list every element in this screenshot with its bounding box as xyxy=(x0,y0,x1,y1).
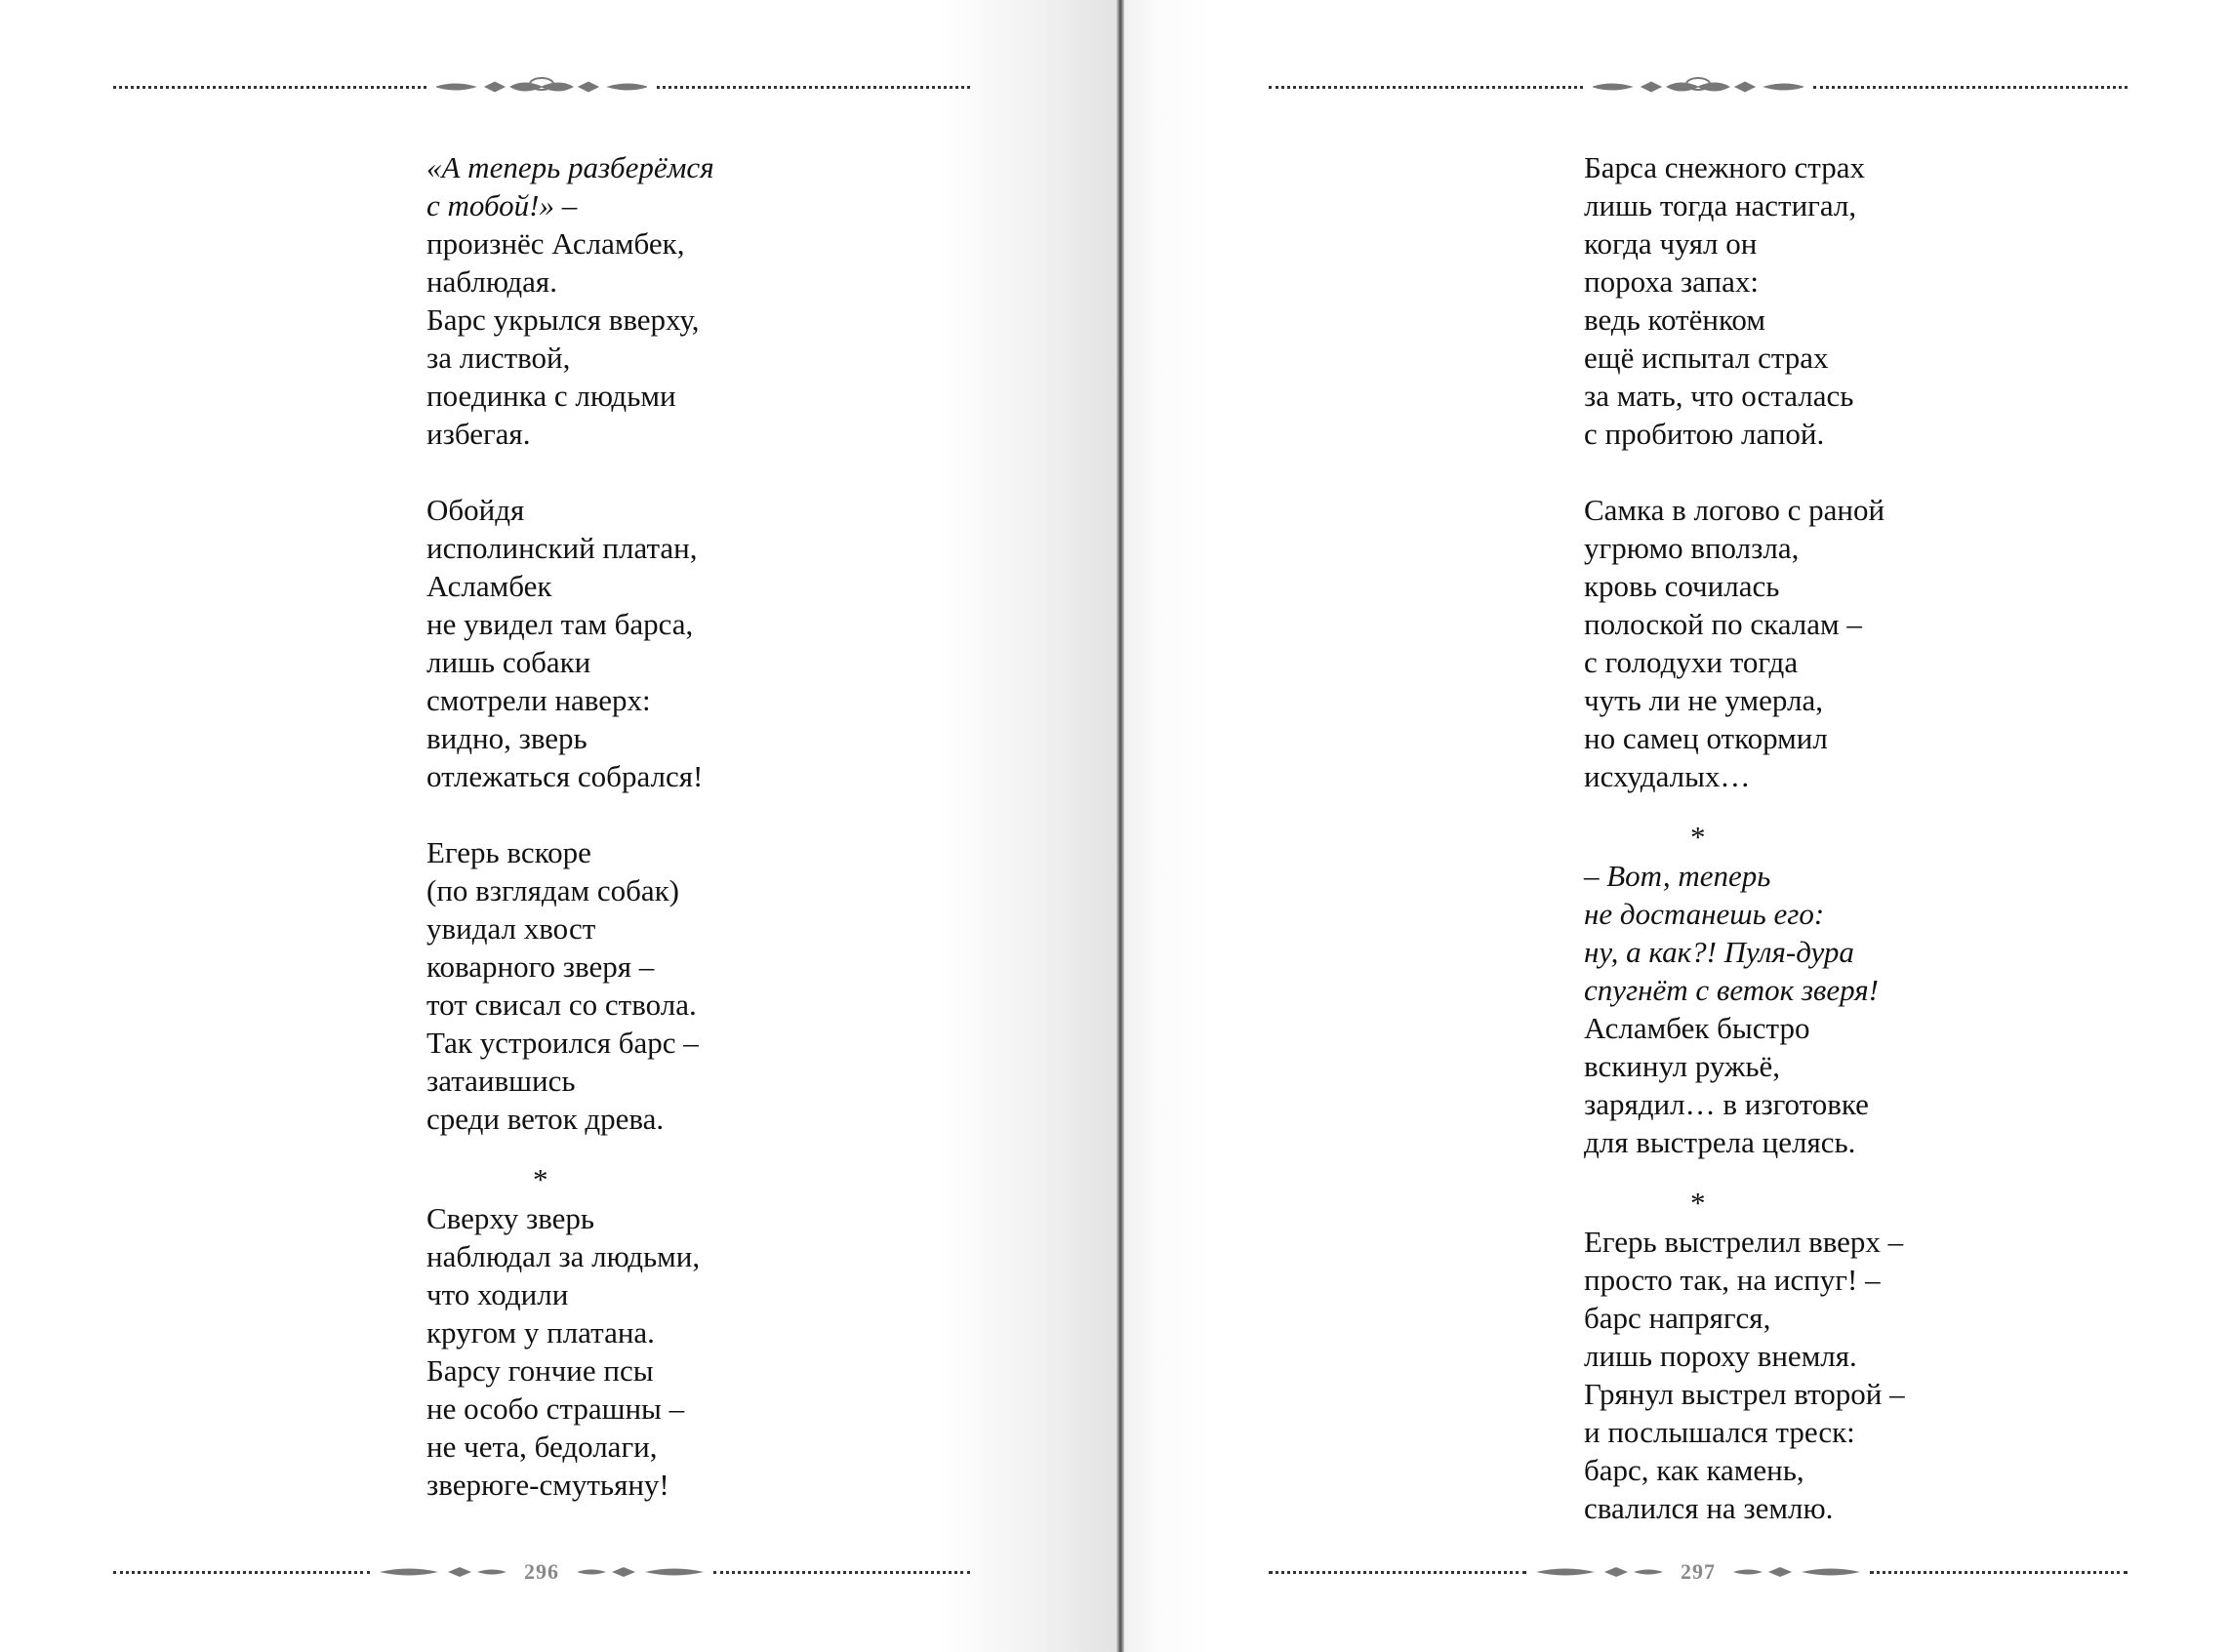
poem-line: не чета, бедолаги, xyxy=(426,1430,658,1464)
poem-line: ещё испытал страх xyxy=(1584,341,1829,375)
poem-line: «А теперь разберёмся xyxy=(426,150,714,184)
poem-line: Егерь вскоре xyxy=(426,835,591,869)
section-asterisk: * xyxy=(1690,820,1706,854)
flourish-ornament-icon xyxy=(380,1561,507,1583)
poem-line: свалился на землю. xyxy=(1584,1491,1834,1525)
poem-text-left xyxy=(426,148,714,1504)
poem-line: избегая. xyxy=(426,417,531,451)
flourish-ornament-icon xyxy=(1593,76,1803,98)
poem-line: Асламбек xyxy=(426,569,552,603)
poem-line: Барсу гончие псы xyxy=(426,1353,654,1388)
header-ornament-rule xyxy=(113,76,970,98)
poem-line: полоской по скалам – xyxy=(1584,607,1862,641)
stanza-gap xyxy=(1584,795,1905,817)
poem-line: кровь сочилась xyxy=(1584,569,1780,603)
poem-line: Сверху зверь xyxy=(426,1201,595,1235)
poem-line: и послышался треск: xyxy=(1584,1415,1855,1449)
poem-line: ведь котёнком xyxy=(1584,302,1765,337)
poem-line: спугнёт с веток зверя! xyxy=(1584,973,1879,1007)
page-number: 297 xyxy=(1681,1559,1716,1584)
dotted-line xyxy=(713,1571,970,1574)
dotted-line xyxy=(1269,1571,1526,1574)
poem-line: Так устроился барс – xyxy=(426,1026,699,1060)
poem-line: Обойдя xyxy=(426,493,525,527)
poem-line: тот свисал со ствола. xyxy=(426,987,697,1022)
poem-line: с тобой!» – xyxy=(426,188,578,222)
poem-line: коварного зверя – xyxy=(426,949,655,984)
poem-text-right xyxy=(1584,148,1905,1527)
poem-line: лишь тогда настигал, xyxy=(1584,188,1857,222)
section-asterisk: * xyxy=(1690,1186,1706,1220)
book-spine xyxy=(1116,0,1124,1652)
poem-line: наблюдал за людьми, xyxy=(426,1239,701,1273)
poem-line: исполинский платан, xyxy=(426,531,698,565)
poem-line: – Вот, теперь xyxy=(1584,859,1771,893)
poem-line: но самец откормил xyxy=(1584,721,1828,755)
poem-line: не особо страшны – xyxy=(426,1391,685,1426)
poem-line: Самка в логово с раной xyxy=(1584,493,1885,527)
poem-line: Асламбек быстро xyxy=(1584,1011,1810,1045)
poem-line: произнёс Асламбек, xyxy=(426,226,685,261)
stanza-gap xyxy=(1584,453,1905,491)
header-ornament-rule xyxy=(1269,76,2128,98)
poem-line: исхудалых… xyxy=(1584,759,1751,793)
poem-line: кругом у платана. xyxy=(426,1315,655,1350)
poem-line: не достанешь его: xyxy=(1584,897,1825,931)
footer-ornament-rule xyxy=(113,1561,970,1583)
flourish-ornament-icon xyxy=(436,76,647,98)
stanza-gap xyxy=(426,1138,714,1159)
poem-line: Егерь выстрелил вверх – xyxy=(1584,1225,1904,1259)
poem-line: с голодухи тогда xyxy=(1584,645,1799,679)
footer-ornament-rule xyxy=(1269,1561,2128,1583)
poem-line: за листвой, xyxy=(426,341,571,375)
poem-line: угрюмо вползла, xyxy=(1584,531,1800,565)
poem-line: барс напрягся, xyxy=(1584,1301,1771,1335)
poem-line: чуть ли не умерла, xyxy=(1584,683,1823,717)
poem-line: не увидел там барса, xyxy=(426,607,694,641)
poem-line: когда чуял он xyxy=(1584,226,1758,261)
poem-line: просто так, на испуг! – xyxy=(1584,1263,1881,1297)
poem-line: зверюге-смутьяну! xyxy=(426,1468,669,1502)
right-page xyxy=(1124,0,2229,1652)
poem-line: для выстрела целясь. xyxy=(1584,1125,1856,1159)
poem-line: поединка с людьми xyxy=(426,379,676,413)
poem-line: увидал хвост xyxy=(426,911,596,946)
poem-line: видно, зверь xyxy=(426,721,588,755)
dotted-line xyxy=(1269,86,1583,89)
poem-line: затаившись xyxy=(426,1064,576,1098)
poem-line: что ходили xyxy=(426,1277,569,1311)
stanza-gap xyxy=(1584,1161,1905,1183)
section-asterisk: * xyxy=(533,1162,548,1196)
poem-line: барс, как камень, xyxy=(1584,1453,1804,1487)
flourish-ornament-icon xyxy=(1536,1561,1663,1583)
poem-line: с пробитою лапой. xyxy=(1584,417,1825,451)
dotted-line xyxy=(1813,86,2128,89)
stanza-gap xyxy=(426,795,714,833)
dotted-line xyxy=(657,86,970,89)
dotted-line xyxy=(113,1571,370,1574)
poem-line: ну, а как?! Пуля-дура xyxy=(1584,935,1854,969)
poem-line: Барса снежного страх xyxy=(1584,150,1865,184)
poem-line: наблюдая. xyxy=(426,264,557,299)
poem-line: (по взглядам собак) xyxy=(426,873,679,907)
poem-line: за мать, что осталась xyxy=(1584,379,1854,413)
page-number: 296 xyxy=(524,1559,559,1584)
poem-line: Барс укрылся вверху, xyxy=(426,302,700,337)
poem-line: лишь собаки xyxy=(426,645,591,679)
dotted-line xyxy=(113,86,426,89)
poem-line: лишь пороху внемля. xyxy=(1584,1339,1857,1373)
poem-line: Грянул выстрел второй – xyxy=(1584,1377,1905,1411)
flourish-ornament-icon xyxy=(577,1561,704,1583)
poem-line: пороха запах: xyxy=(1584,264,1759,299)
poem-line: среди веток древа. xyxy=(426,1102,665,1136)
poem-line: вскинул ружьё, xyxy=(1584,1049,1781,1083)
poem-line: зарядил… в изготовке xyxy=(1584,1087,1869,1121)
poem-line: смотрели наверх: xyxy=(426,683,651,717)
poem-line: отлежаться собрался! xyxy=(426,759,704,793)
stanza-gap xyxy=(426,453,714,491)
dotted-line xyxy=(1870,1571,2128,1574)
flourish-ornament-icon xyxy=(1733,1561,1860,1583)
